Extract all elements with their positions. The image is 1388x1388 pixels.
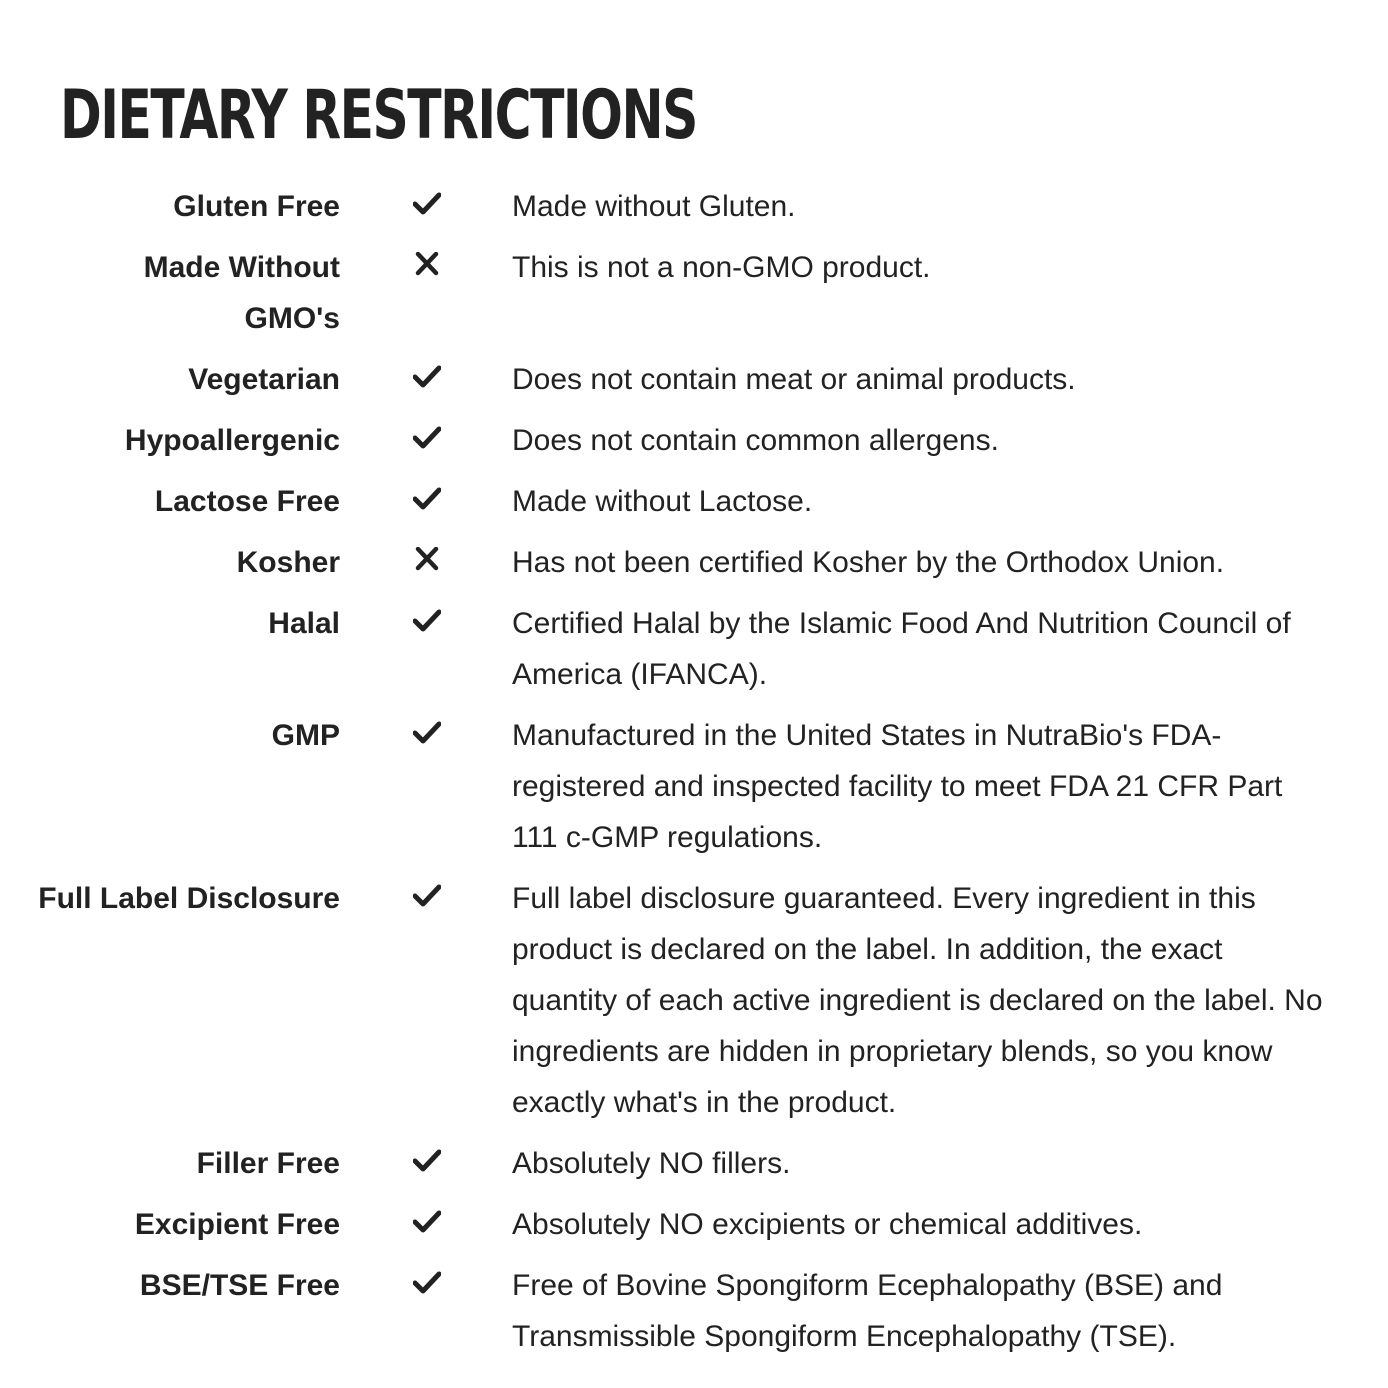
dietary-restrictions-table xyxy=(0,181,1388,1372)
restriction-description: Does not contain meat or animal products. xyxy=(512,363,1076,396)
check-icon xyxy=(340,1199,512,1250)
restriction-label: Lactose Free xyxy=(154,485,340,518)
table-row xyxy=(0,873,1388,1128)
restriction-description: Does not contain common allergens. xyxy=(512,424,999,457)
cross-icon xyxy=(340,242,512,293)
table-row xyxy=(0,1138,1388,1189)
table-row xyxy=(0,181,1388,232)
check-icon xyxy=(340,181,512,232)
check-icon xyxy=(340,598,512,649)
restriction-description: Absolutely NO fillers. xyxy=(512,1147,791,1180)
table-row xyxy=(0,537,1388,588)
check-icon xyxy=(340,354,512,405)
restriction-description: Full label disclosure guaranteed. Every ingredient in this product is declared on the label. In addition, the exact quantity of each active ingredient is declared on the label. No ingredients are hidden in proprietary blends, so you know exactly what's in the product. xyxy=(512,882,1323,1119)
restriction-description: Free of Bovine Spongiform Ecephalopathy (BSE) and Transmissible Spongiform Encephalopathy (TSE). xyxy=(512,1269,1223,1353)
table-row xyxy=(0,1260,1388,1362)
restriction-description: Made without Lactose. xyxy=(512,485,813,518)
check-icon xyxy=(340,1138,512,1189)
restriction-label: BSE/TSE Free xyxy=(139,1269,340,1302)
table-row xyxy=(0,1199,1388,1250)
restriction-label: Vegetarian xyxy=(188,363,340,396)
restriction-description: Has not been certified Kosher by the Orthodox Union. xyxy=(512,546,1225,579)
restriction-label: Halal xyxy=(268,607,340,640)
table-row xyxy=(0,415,1388,466)
restriction-label: Filler Free xyxy=(196,1147,340,1180)
page-title: DIETARY RESTRICTIONS xyxy=(60,76,697,155)
table-row xyxy=(0,710,1388,863)
cross-icon xyxy=(340,537,512,588)
check-icon xyxy=(340,415,512,466)
table-row xyxy=(0,476,1388,527)
table-row xyxy=(0,598,1388,700)
table-row xyxy=(0,354,1388,405)
restriction-label: Gluten Free xyxy=(173,190,340,223)
restriction-description: Made without Gluten. xyxy=(512,190,796,223)
check-icon xyxy=(340,1260,512,1311)
table-row xyxy=(0,242,1388,344)
restriction-label: Kosher xyxy=(236,546,340,579)
restriction-label: Made Without GMO's xyxy=(143,251,340,335)
restriction-label: Hypoallergenic xyxy=(124,424,340,457)
restriction-label: Full Label Disclosure xyxy=(38,882,340,915)
restriction-label: Excipient Free xyxy=(134,1208,340,1241)
check-icon xyxy=(340,476,512,527)
restriction-description: Manufactured in the United States in NutraBio's FDA-registered and inspected facility to meet FDA 21 CFR Part 111 c-GMP regulations. xyxy=(512,719,1283,854)
restriction-description: Certified Halal by the Islamic Food And Nutrition Council of America (IFANCA). xyxy=(512,607,1291,691)
restriction-label: GMP xyxy=(271,719,340,752)
restriction-description: This is not a non-GMO product. xyxy=(512,251,931,284)
check-icon xyxy=(340,873,512,924)
check-icon xyxy=(340,710,512,761)
restriction-description: Absolutely NO excipients or chemical additives. xyxy=(512,1208,1143,1241)
